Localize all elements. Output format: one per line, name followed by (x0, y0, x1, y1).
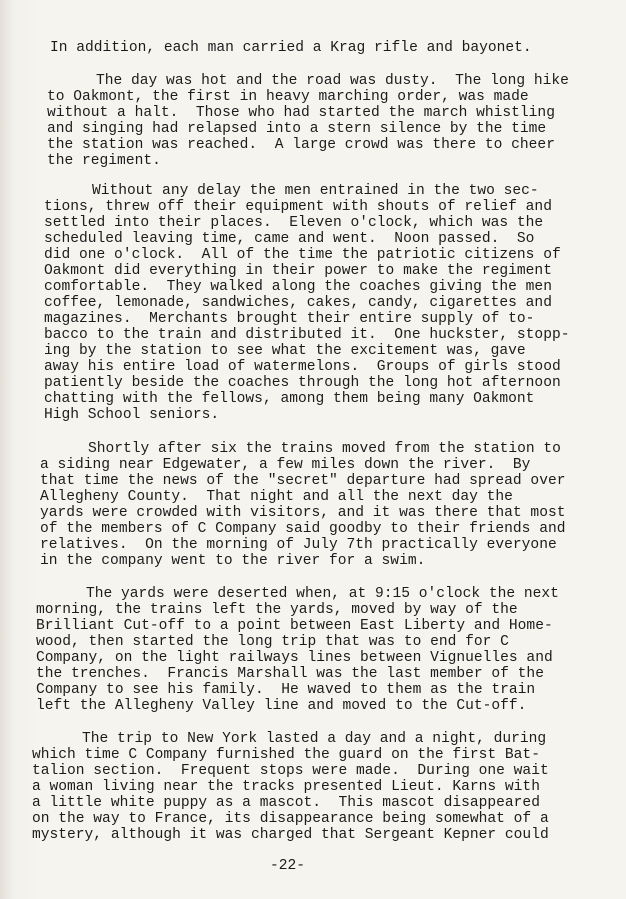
text-line: and singing had relapsed into a stern silence by the time (47, 121, 547, 137)
text-line: without a halt. Those who had started the march whistling (47, 105, 555, 121)
text-line: on the way to France, its disappearance being somewhat of a (32, 811, 549, 827)
text-line: Shortly after six the trains moved from the station to (88, 441, 561, 457)
text-line: settled into their places. Eleven o'clock, which was the (44, 215, 544, 231)
text-line: left the Allegheny Valley line and moved to the Cut-off. (36, 698, 527, 714)
text-line: chatting with the fellows, among them being many Oakmont (44, 391, 535, 407)
text-line: the trenches. Francis Marshall was the last member of the (36, 666, 544, 682)
text-line: patiently beside the coaches through the long hot afternoon (44, 375, 561, 391)
text-line: The trip to New York lasted a day and a night, during (82, 731, 547, 747)
text-line: yards were crowded with visitors, and it was there that most (40, 505, 566, 521)
text-line: relatives. On the morning of July 7th practically everyone (40, 537, 557, 553)
text-line: a woman living near the tracks presented Lieut. Karns with (32, 779, 540, 795)
text-line: a siding near Edgewater, a few miles down the river. By (40, 457, 531, 473)
text-line: Without any delay the men entrained in the two sec- (92, 183, 539, 199)
text-line: coffee, lemonade, sandwiches, cakes, candy, cigarettes and (44, 295, 552, 311)
text-line: talion section. Frequent stops were made. During one wait (32, 763, 549, 779)
text-line: bacco to the train and distributed it. One huckster, stopp- (44, 327, 570, 343)
text-line: a little white puppy as a mascot. This mascot disappeared (32, 795, 540, 811)
text-line: mystery, although it was charged that Sergeant Kepner could (32, 827, 549, 843)
text-line: Company, on the light railways lines between Vignuelles and (36, 650, 553, 666)
text-line: magazines. Merchants brought their entire supply of to- (44, 311, 535, 327)
text-line: comfortable. They walked along the coaches giving the men (44, 279, 552, 295)
text-line: that time the news of the "secret" departure had spread over (40, 473, 566, 489)
text-line: The yards were deserted when, at 9:15 o'clock the next (86, 586, 559, 602)
text-line: scheduled leaving time, came and went. Noon passed. So (44, 231, 535, 247)
text-line: which time C Company furnished the guard on the first Bat- (32, 747, 540, 763)
text-line: Brilliant Cut-off to a point between East Liberty and Home- (36, 618, 553, 634)
text-line: of the members of C Company said goodby to their friends and (40, 521, 566, 537)
text-line: ing by the station to see what the excitement was, gave (44, 343, 526, 359)
text-line: away his entire load of watermelons. Groups of girls stood (44, 359, 561, 375)
text-line: morning, the trains left the yards, moved by way of the (36, 602, 518, 618)
text-line: did one o'clock. All of the time the patriotic citizens of (44, 247, 561, 263)
text-line: Company to see his family. He waved to them as the train (36, 682, 536, 698)
text-line: tions, threw off their equipment with shouts of relief and (44, 199, 552, 215)
text-line: wood, then started the long trip that was to end for C (36, 634, 509, 650)
text-line: Allegheny County. That night and all the next day the (40, 489, 513, 505)
text-line: in the company went to the river for a swim. (40, 553, 426, 569)
text-line: to Oakmont, the first in heavy marching order, was made (47, 89, 529, 105)
text-line: The day was hot and the road was dusty. The long hike (96, 73, 569, 89)
text-line: the regiment. (47, 153, 161, 169)
page-number: -22- (270, 858, 306, 874)
text-line: Oakmont did everything in their power to make the regiment (44, 263, 552, 279)
text-line: the station was reached. A large crowd was there to cheer (47, 137, 555, 153)
text-line: High School seniors. (44, 407, 220, 423)
text-line: In addition, each man carried a Krag rifle and bayonet. (50, 40, 532, 56)
